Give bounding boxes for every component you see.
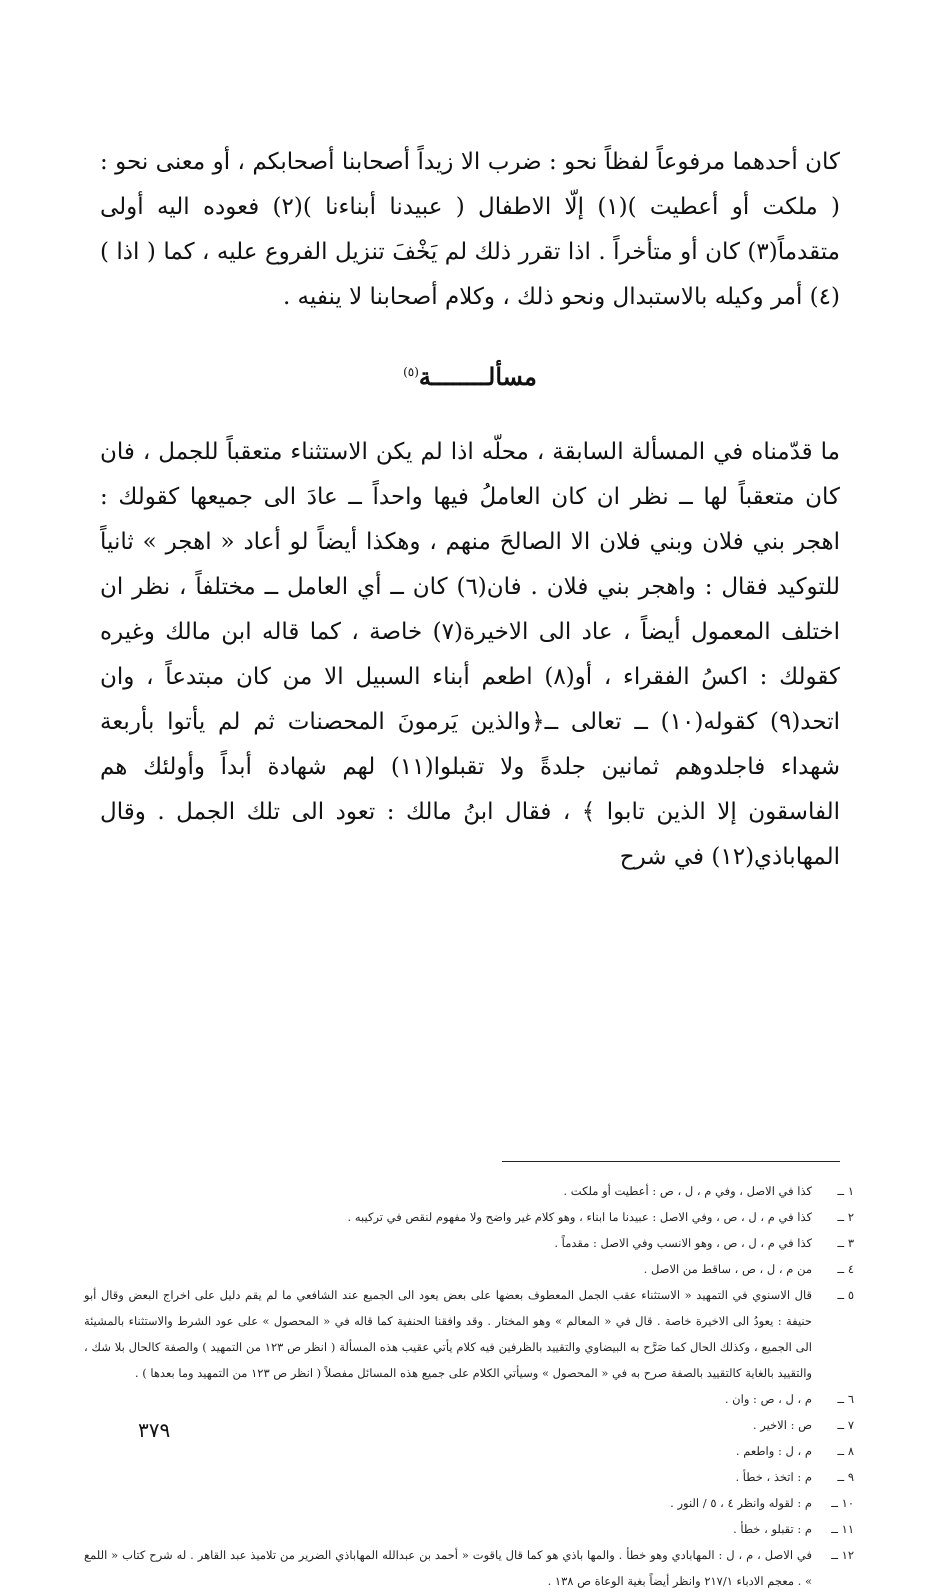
footnote-number: ٤ ــ [837,1262,854,1276]
footnote-item [84,1542,854,1594]
footnote-text: كذا في م ، ل ، ص ، وهو الانسب وفي الاصل : مقدماً . [554,1236,812,1250]
footnote-number: ١٢ ــ [831,1548,854,1562]
footnote-item [84,1204,854,1230]
footnote-item [84,1490,854,1516]
footnote-number: ٨ ــ [837,1444,854,1458]
paragraph-1: كان أحدهما مرفوعاً لفظاً نحو : ضرب الا زيداً أصحابنا أصحابكم ، أو معنى نحو : ( ملكت أو أعطيت )(١) إلّا الاطفال ( عبيدنا أبناءنا )(٢) فعوده اليه أولى متقدماً(٣) كان أو متأخراً . اذا تقرر ذلك لم يَخْفَ تنزيل الفروع عليه ، كما ( اذا )(٤) أمر وكيله بالاستبدال ونحو ذلك ، وكلام أصحابنا لا ينفيه . [100,149,841,310]
footnote-number: ١ ــ [837,1184,854,1198]
footnote-item [84,1464,854,1490]
footnote-separator [502,1161,840,1162]
footnote-item [84,1178,854,1204]
footnote-item [84,1412,854,1438]
footnote-number: ١١ ــ [831,1522,854,1536]
paragraph-2: ما قدّمناه في المسألة السابقة ، محلّه اذا لم يكن الاستثناء متعقباً للجمل ، فان كان متعقباً لها ــ نظر ان كان العاملُ فيها واحداً ــ عادَ الى جميعها كقولك : اهجر بني فلان وبني فلان الا الصالحَ منهم ، وهكذا أيضاً لو أعاد « اهجر » ثانياً للتوكيد فقال : واهجر بني فلان . فان(٦) كان ــ أي العامل ــ مختلفاً ، نظر ان اختلف المعمول أيضاً ، عاد الى الاخيرة(٧) خاصة ، كما قاله ابن مالك وغيره كقولك : اكسُ الفقراء ، أو(٨) اطعم أبناء السبيل الا من كان مبتدعاً ، وان اتحد(٩) كقوله(١٠) ــ تعالى ــ﴿والذين يَرمونَ المحصنات ثم لم يأتوا بأربعة شهداء فاجلدوهم ثمانين جلدةً ولا تقبلوا(١١) لهم شهادة أبداً وأولئك هم الفاسقون إلا الذين تابوا ﴾ ، فقال ابنُ مالك : تعود الى تلك الجمل . وقال المهاباذي(١٢) في شرح [100,439,841,870]
footnote-item [84,1282,854,1386]
footnote-text: م ، ل ، ص : وان . [724,1392,812,1406]
main-text-block [100,140,840,320]
footnote-item [84,1230,854,1256]
footnote-number: ٣ ــ [837,1236,854,1250]
footnote-item [84,1516,854,1542]
footnote-item [84,1256,854,1282]
section-heading [0,362,940,391]
main-text-block-2 [100,430,840,880]
footnote-number: ٥ ــ [837,1288,854,1302]
footnote-text: ص : الاخير . [752,1418,812,1432]
footnote-number: ١٠ ــ [831,1496,854,1510]
page-number: ٣٧٩ [138,1418,171,1442]
footnote-number: ٢ ــ [837,1210,854,1224]
footnote-text: كذا في الاصل ، وفي م ، ل ، ص : أعطيت أو ملكت . [563,1184,812,1198]
footnote-text: قال الاسنوي في التمهيد « الاستثناء عقب الجمل المعطوف بعضها على بعض يعود الى الجميع عند الشافعي ما لم يقم دليل على اخراج البعض وقال أبو حنيفة : يعودُ الى الاخيرة خاصة . قال في « المعالم » وهو المختار . وقد وافقنا الحنفية كما قاله في « المحصول » على عود الشرط والاستثناء بالمشيئة الى الجميع ، وكذلك الحال كما صَرَّح به البيضاوي والتقييد بالظرفين فيه كلام يأتي عقيب هذه المسألة ( انظر ص ١٢٣ من التمهيد ) والصفة كالحال بلا شك ، والتقييد بالغاية كالتقييد بالصفة صرح به في « المحصول » وسيأتي الكلام على جميع هذه المسائل مفصلاً ( انظر ص ١٢٣ من التمهيد وما بعدها ) . [84,1288,812,1380]
footnotes [84,1178,854,1594]
footnote-item [84,1386,854,1412]
heading-text: مسألــــــــة [418,362,537,391]
footnote-number: ٩ ــ [837,1470,854,1484]
footnote-text: في الاصل ، م ، ل : المهابادي وهو خطأ . والمها باذي هو كما قال ياقوت « أحمد بن عبدالله المهاباذي الضرير من تلاميذ عبد القاهر . له شرح كتاب « اللمع » . معجم الادباء ٢١٧/١ وانظر أيضاً بغية الوعاة ص ١٣٨ . [84,1548,812,1588]
footnote-number: ٧ ــ [837,1418,854,1432]
footnote-number: ٦ ــ [837,1392,854,1406]
footnote-text: م ، ل : واطعم . [735,1444,812,1458]
footnote-item [84,1438,854,1464]
footnote-text: م : لقوله وانظر ٤ ، ٥ / النور . [670,1496,812,1510]
footnote-text: من م ، ل ، ص ، ساقط من الاصل . [643,1262,812,1276]
footnote-text: م : تقبلو ، خطأ . [733,1522,812,1536]
heading-note-ref: (٥) [403,365,419,379]
footnote-text: كذا في م ، ل ، ص ، وفي الاصل : عبيدنا ما ابناء ، وهو كلام غير واضح ولا مفهوم لنقص في تركيبه . [347,1210,812,1224]
footnote-text: م : اتخذ ، خطأ . [735,1470,812,1484]
